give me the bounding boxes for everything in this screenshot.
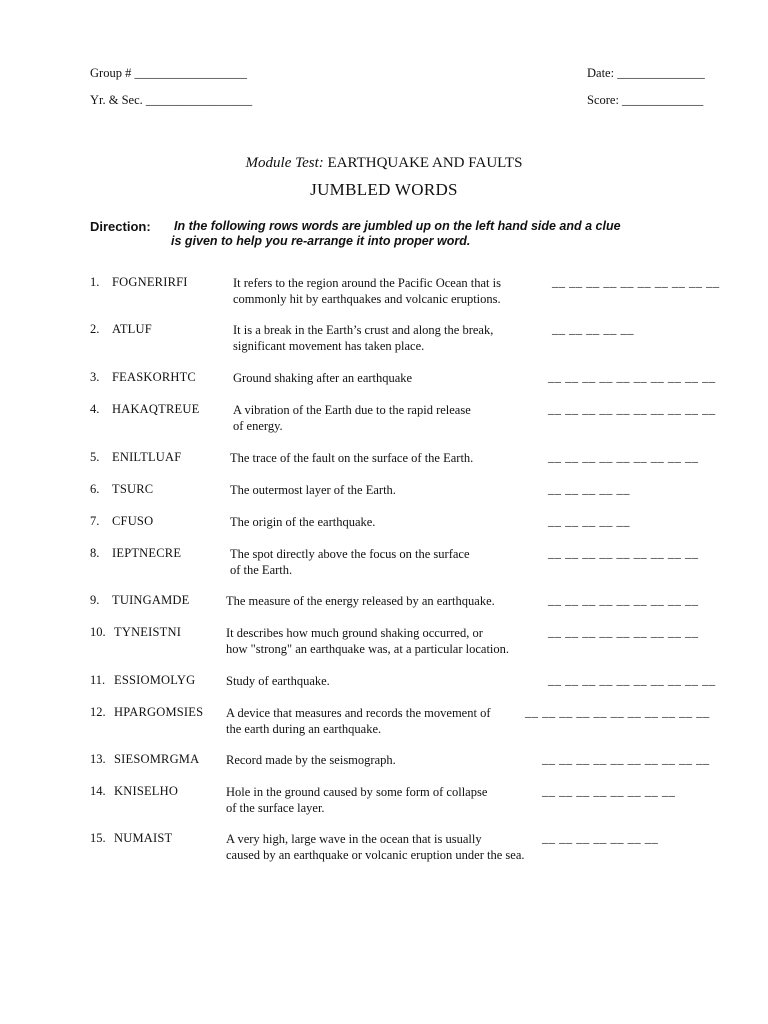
question-number: 2. [90,322,100,336]
answer-blank[interactable]: __ __ __ __ __ __ __ [542,831,659,845]
question-row [0,402,768,442]
direction-line-1: In the following rows words are jumbled up on the left hand side and a clue [174,219,621,233]
jumbled-word: KNISELHO [114,784,179,798]
jumbled-word: ESSIOMOLYG [114,673,196,687]
answer-blank[interactable]: __ __ __ __ __ __ __ __ __ __ [548,370,716,384]
direction-line-2: is given to help you re-arrange it into proper word. [171,234,471,248]
clue-line-2: significant movement has taken place. [233,339,425,353]
clue-line-2: commonly hit by earthquakes and volcanic eruptions. [233,292,501,306]
answer-blank[interactable]: __ __ __ __ __ __ __ __ __ __ __ [525,705,710,719]
clue-line-1: It is a break in the Earth’s crust and along the break, [233,323,494,337]
question-number: 1. [90,275,100,289]
question-row [0,784,768,824]
jumbled-word: TSURC [112,482,154,496]
score-field: Score: _____________ [587,93,704,107]
clue-line-1: The measure of the energy released by an earthquake. [226,594,495,608]
clue-line-1: The outermost layer of the Earth. [230,483,396,497]
question-row [0,705,768,745]
question-number: 15. [90,831,106,845]
jumbled-word: TUINGAMDE [112,593,190,607]
clue-line-1: The trace of the fault on the surface of the Earth. [230,451,474,465]
clue-line-2: the earth during an earthquake. [226,722,382,736]
question-number: 13. [90,752,106,766]
answer-blank[interactable]: __ __ __ __ __ __ __ __ __ __ [552,275,720,289]
clue-line-1: Hole in the ground caused by some form of collapse [226,785,488,799]
clue-line-1: A very high, large wave in the ocean that is usually [226,832,482,846]
question-number: 4. [90,402,100,416]
clue-line-1: A device that measures and records the movement of [226,706,491,720]
clue-line-2: of energy. [233,419,283,433]
clue-line-1: The spot directly above the focus on the surface [230,547,470,561]
jumbled-word: FEASKORHTC [112,370,196,384]
module-title [0,155,768,172]
answer-blank[interactable]: __ __ __ __ __ [552,322,634,336]
question-row [0,625,768,665]
jumbled-word: IEPTNECRE [112,546,182,560]
clue-line-1: It refers to the region around the Pacific Ocean that is [233,276,501,290]
group-field: Group # __________________ [90,66,247,80]
page-title: JUMBLED WORDS [310,180,458,199]
jumbled-word: FOGNERIRFI [112,275,188,289]
clue-line-1: It describes how much ground shaking occurred, or [226,626,483,640]
question-number: 11. [90,673,106,687]
answer-blank[interactable]: __ __ __ __ __ __ __ __ __ __ [548,402,716,416]
date-field: Date: ______________ [587,66,705,80]
jumbled-word: NUMAIST [114,831,173,845]
answer-blank[interactable]: __ __ __ __ __ __ __ __ __ [548,546,699,560]
clue-line-2: of the Earth. [230,563,293,577]
clue-line-1: Record made by the seismograph. [226,753,396,767]
answer-blank[interactable]: __ __ __ __ __ __ __ __ __ __ [548,673,716,687]
clue-line-1: The origin of the earthquake. [230,515,376,529]
question-row [0,275,768,315]
jumbled-word: HAKAQTREUE [112,402,200,416]
module-topic: EARTHQUAKE AND FAULTS [327,155,523,171]
question-number: 14. [90,784,106,798]
clue-line-1: A vibration of the Earth due to the rapid release [233,403,471,417]
clue-line-2: caused by an earthquake or volcanic eruption under the sea. [226,848,525,862]
answer-blank[interactable]: __ __ __ __ __ __ __ __ __ __ [542,752,710,766]
question-number: 5. [90,450,100,464]
answer-blank[interactable]: __ __ __ __ __ [548,514,630,528]
clue-line-2: how "strong" an earthquake was, at a particular location. [226,642,510,656]
question-number: 8. [90,546,100,560]
jumbled-word: SIESOMRGMA [114,752,200,766]
jumbled-word: HPARGOMSIES [114,705,204,719]
answer-blank[interactable]: __ __ __ __ __ __ __ __ __ [548,450,699,464]
direction-label: Direction: [90,219,151,234]
clue-line-1: Study of earthquake. [226,674,330,688]
module-prefix: Module Test: [245,155,324,171]
question-number: 7. [90,514,100,528]
jumbled-word: TYNEISTNI [114,625,182,639]
answer-blank[interactable]: __ __ __ __ __ __ __ __ __ [548,593,699,607]
question-number: 3. [90,370,100,384]
answer-blank[interactable]: __ __ __ __ __ __ __ __ __ [548,625,699,639]
question-row [0,546,768,586]
yr-sec-field: Yr. & Sec. _________________ [90,93,253,107]
jumbled-word: ENILTLUAF [112,450,182,464]
answer-blank[interactable]: __ __ __ __ __ [548,482,630,496]
question-row [0,322,768,362]
question-number: 10. [90,625,106,639]
clue-line-1: Ground shaking after an earthquake [233,371,413,385]
question-row [0,831,768,871]
question-number: 12. [90,705,106,719]
clue-line-2: of the surface layer. [226,801,325,815]
question-number: 6. [90,482,100,496]
question-number: 9. [90,593,100,607]
jumbled-word: ATLUF [112,322,152,336]
answer-blank[interactable]: __ __ __ __ __ __ __ __ [542,784,676,798]
jumbled-word: CFUSO [112,514,154,528]
